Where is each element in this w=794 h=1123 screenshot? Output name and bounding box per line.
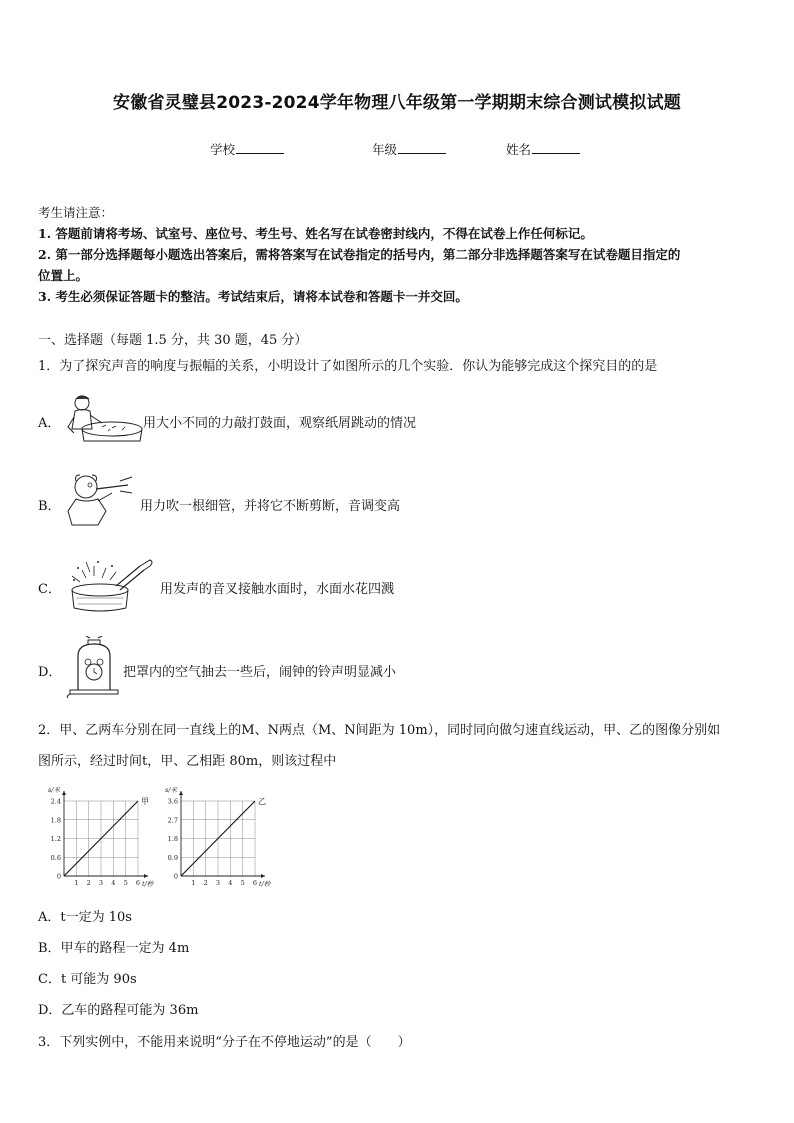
jia-y-label: s/米: [48, 786, 61, 794]
graph-jia: [40, 784, 162, 892]
notice-item-2: 2. 第一部分选择题每小题选出答案后，需将答案写在试卷指定的括号内，第二部分非选择题答案写在试卷题目指定的: [38, 247, 681, 262]
q1-option-d-text[interactable]: 把罩内的空气抽去一些后，闹钟的铃声明显减小: [123, 665, 397, 680]
jia-x-label: t/秒: [142, 880, 154, 888]
jia-x-tick-3: 3: [98, 879, 104, 887]
jia-y-tick-2: 1.2: [50, 835, 61, 843]
q1-option-c-text[interactable]: 用发声的音叉接触水面时，水面水花四溅: [160, 582, 395, 597]
yi-y-tick-1: 0.9: [167, 853, 178, 862]
q1-option-d-letter: D．: [38, 665, 62, 680]
q2-option-b[interactable]: B．甲车的路程一定为 4m: [38, 941, 190, 956]
school-label: 学校: [210, 142, 236, 157]
yi-x-tick-3: 3: [215, 879, 221, 887]
q2-option-d[interactable]: D．乙车的路程可能为 36m: [38, 1003, 199, 1018]
yi-series-label: 乙: [258, 797, 266, 806]
grade-field: [372, 140, 446, 158]
yi-x-arrow: [261, 874, 265, 878]
yi-x-tick-5: 5: [240, 879, 245, 887]
question-3-stem: 3．下列实例中，不能用来说明“分子在不停地运动”的是（ ）: [38, 1035, 411, 1050]
jia-x-tick-2: 2: [86, 879, 91, 887]
tuning-fork-water-icon: [66, 556, 158, 616]
jia-y-tick-1: 0.6: [50, 853, 61, 862]
name-label: 姓名: [506, 142, 532, 157]
jia-y-arrow: [62, 791, 66, 795]
yi-y-label: s/米: [165, 786, 178, 794]
yi-y-tick-2: 1.8: [167, 835, 178, 843]
notice-heading: 考生请注意：: [38, 205, 114, 220]
q1-option-b-text[interactable]: 用力吹一根细管，并将它不断剪断，音调变高: [140, 499, 401, 514]
yi-y-tick-3: 2.7: [167, 816, 178, 825]
jia-x-tick-6: 6: [135, 879, 141, 887]
yi-x-label: t/秒: [259, 880, 271, 888]
name-field: [506, 140, 580, 158]
section-heading: 一、选择题（每题 1.5 分，共 30 题，45 分）: [38, 333, 308, 348]
jia-x-arrow: [144, 874, 148, 878]
jia-y-tick-0: 0: [56, 872, 61, 881]
blowing-tube-icon: [62, 471, 140, 529]
school-field: [210, 140, 284, 158]
drum-icon: [62, 393, 146, 445]
question-2-stem-line2: 图所示，经过时间t，甲、乙相距 80m，则该过程中: [38, 754, 337, 769]
jia-y-tick-3: 1.8: [50, 816, 61, 825]
yi-y-arrow: [179, 791, 183, 795]
bell-jar-icon: [66, 636, 122, 698]
graph-yi: [157, 784, 287, 892]
jia-x-tick-1: 1: [74, 879, 79, 887]
exam-title: 安徽省灵璧县2023-2024学年物理八年级第一学期期末综合测试模拟试题: [113, 93, 681, 113]
notice-item-2-cont: 位置上。: [38, 268, 89, 283]
jia-x-tick-5: 5: [123, 879, 128, 887]
yi-x-tick-6: 6: [252, 879, 258, 887]
q1-option-a-text[interactable]: 用大小不同的力敲打鼓面，观察纸屑跳动的情况: [143, 416, 417, 431]
yi-x-tick-1: 1: [191, 879, 196, 887]
question-2-stem-line1: 2．甲、乙两车分别在同一直线上的M、N两点（M、N间距为 10m），同时同向做匀速直线运动，甲、乙的图像分别如: [38, 723, 721, 738]
q2-option-a[interactable]: A．t一定为 10s: [38, 910, 132, 925]
grade-blank[interactable]: [398, 141, 446, 154]
yi-x-tick-2: 2: [203, 879, 208, 887]
q1-option-c-letter: C．: [38, 582, 61, 597]
q1-option-b-letter: B．: [38, 499, 61, 514]
yi-x-tick-4: 4: [228, 879, 233, 887]
jia-series-label: 甲: [141, 797, 149, 806]
q2-option-c[interactable]: C．t 可能为 90s: [38, 972, 137, 987]
jia-y-tick-4: 2.4: [50, 797, 61, 806]
grade-label: 年级: [372, 142, 398, 157]
school-blank[interactable]: [236, 141, 284, 154]
q1-option-a-letter: A．: [38, 416, 61, 431]
question-1-stem: 1．为了探究声音的响度与振幅的关系，小明设计了如图所示的几个实验．你认为能够完成这个探究目的的是: [38, 359, 658, 374]
name-blank[interactable]: [532, 141, 580, 154]
notice-item-1: 1. 答题前请将考场、试室号、座位号、考生号、姓名写在试卷密封线内，不得在试卷上作任何标记。: [38, 226, 593, 241]
jia-x-tick-4: 4: [111, 879, 116, 887]
notice-item-3: 3. 考生必须保证答题卡的整洁。考试结束后，请将本试卷和答题卡一并交回。: [38, 289, 468, 304]
yi-y-tick-0: 0: [173, 872, 178, 881]
yi-y-tick-4: 3.6: [167, 797, 178, 806]
